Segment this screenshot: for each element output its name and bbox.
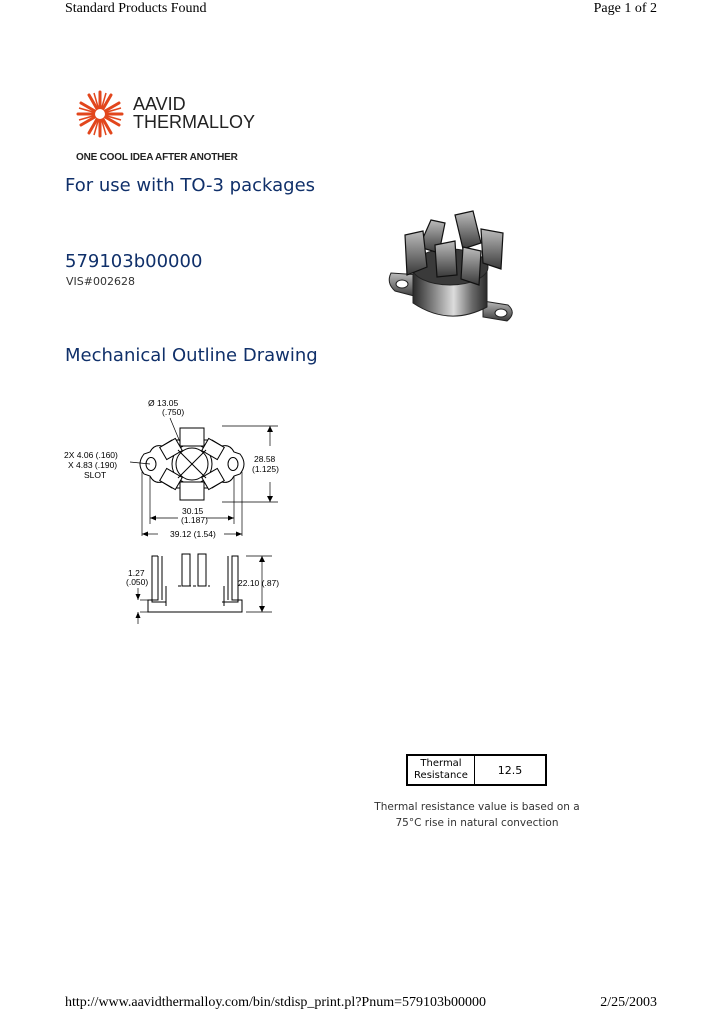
width-in-label: (1.187) (181, 515, 208, 525)
thermal-resistance-value: 12.5 (475, 755, 547, 785)
vis-number: VIS#002628 (66, 275, 135, 288)
slot-label-2: X 4.83 (.190) (68, 460, 118, 470)
page-number: Page 1 of 2 (593, 1, 657, 16)
height-side-label: 22.10 (.87) (238, 578, 280, 588)
label-line2: Resistance (414, 770, 468, 781)
dia-mm-label: Ø 13.05 (148, 398, 179, 408)
sunburst-logo-icon (76, 90, 124, 138)
company-logo (76, 90, 266, 166)
logo-tagline: ONE COOL IDEA AFTER ANOTHER (76, 152, 238, 163)
page-date: 2/25/2003 (600, 995, 657, 1010)
thermal-note (372, 799, 582, 831)
mechanical-drawing (62, 392, 302, 637)
height-in-label: (1.125) (252, 464, 279, 474)
thickness-in-label: (.050) (126, 577, 149, 587)
table-row (407, 755, 546, 785)
page-header-title: Standard Products Found (65, 1, 207, 16)
slot-label-3: SLOT (84, 470, 107, 480)
overall-width-label: 39.12 (1.54) (170, 529, 216, 539)
logo-line2: THERMALLOY (133, 112, 256, 132)
width-mm-label: 30.15 (182, 506, 204, 516)
drawing-title: Mechanical Outline Drawing (65, 345, 318, 366)
slot-label-1: 2X 4.06 (.160) (64, 450, 118, 460)
height-mm-label: 28.58 (254, 454, 276, 464)
logo-wordmark (133, 95, 255, 131)
thickness-mm-label: 1.27 (128, 568, 145, 578)
product-photo (383, 205, 518, 330)
note-line2: 75°C rise in natural convection (395, 817, 559, 829)
page-url: http://www.aavidthermalloy.com/bin/stdisp_print.pl?Pnum=579103b00000 (65, 995, 486, 1010)
package-title: For use with TO-3 packages (65, 175, 316, 196)
note-line1: Thermal resistance value is based on a (374, 801, 580, 813)
label-line1: Thermal (420, 758, 462, 769)
part-number: 579103b00000 (65, 251, 203, 272)
thermal-resistance-table (406, 754, 547, 786)
dia-in-label: (.750) (162, 407, 185, 417)
logo-line1: AAVID (133, 94, 186, 114)
thermal-resistance-label (407, 755, 475, 785)
